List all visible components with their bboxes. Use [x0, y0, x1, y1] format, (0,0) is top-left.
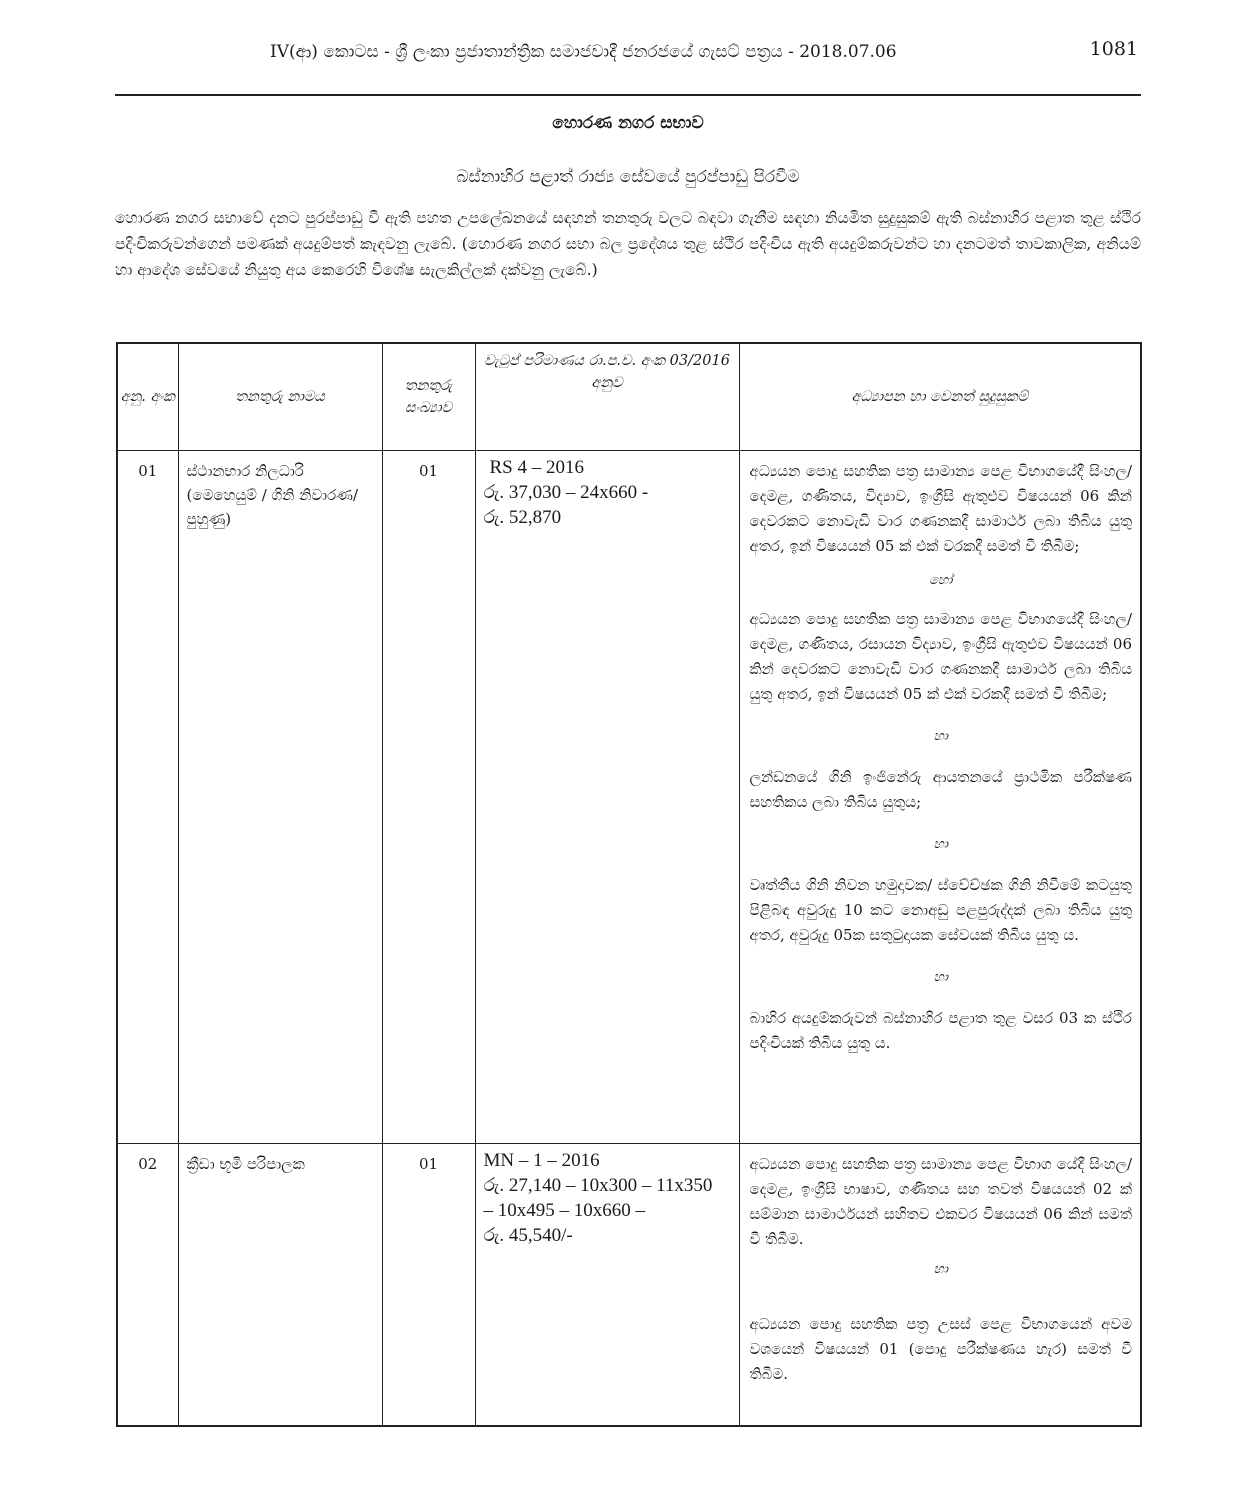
salary-scale	[475, 451, 739, 1144]
qualifications	[739, 451, 1141, 1144]
table-row	[117, 451, 1141, 1144]
header-qualifications: අධ්‍යාපන හා වෙනත් සුදුසුකම්	[739, 343, 1141, 451]
qualification-text: වෘත්තීය ගිනි නිවන හමුදාවක/ ස්වේච්ඡක ගිනි නිවීමේ කටයුතු පිළිබඳ අවුරුදු 10 කට නොඅඩු පළපුරුද්දක් ලබා තිබිය යුතු අතර, අවුරුදු 05ක සතුටුදායක සේවයක් තිබිය යුතු ය.	[749, 876, 1132, 944]
post-name: ක්‍රීඩා භූමි පරිපාලක	[178, 1144, 382, 1426]
qualification-text: බාහිර අයදුම්කරුවන් බස්නාහිර පළාත තුළ වසර 03 ක ස්ථිර පදිංචියක් තිබිය යුතු ය.	[749, 1009, 1132, 1052]
qualifications	[739, 1144, 1141, 1426]
header-salary-scale: වැටුප් පරිමාණය රා.ප.ච. අංක 03/2016 අනුව	[475, 343, 739, 451]
salary-scale	[475, 1144, 739, 1426]
gazette-title: IV(ආ) කොටස - ශ්‍රී ලංකා ප්‍රජාතාන්ත්‍රික සමාජවාදී ජනරජයේ ගැසට් පත්‍රය - 2018.07.06	[270, 42, 897, 62]
header-serial-no: අනු. අංක	[117, 343, 178, 451]
qualification-text: අධ්‍යයන පොදු සහතික පත්‍ර සාමාන්‍ය පෙළ විභාගයේදී සිංහල/ දෙමළ, ගණිතය, රසායන විද්‍යාව, ඉංග්‍රීසි ඇතුළුව විෂයයන් 06 කින් දෙවරකට නොවැඩි වාර ගණනකදී සාමාර්ථ ලබා තිබිය යුතු අතර, ඉන් විෂයයන් 05 ක් එක් වරකදී සමත් වී තිබීම;	[749, 610, 1132, 703]
salary-scale-line: රු. 37,030 – 24x660 -	[483, 482, 649, 503]
qualification-text: ලන්ඩනයේ ගිනි ඉංජිනේරු ආයතනයේ ප්‍රාථමික පරීක්ෂණ සහතිකය ලබා තිබිය යුතුය;	[749, 768, 1132, 811]
gazette-header	[115, 38, 1141, 78]
vacancy-table	[116, 342, 1142, 1427]
serial-no: 02	[117, 1144, 178, 1426]
header-divider	[115, 94, 1141, 96]
qualification-text: අධ්‍යයන පොදු සහතික පත්‍ර සාමාන්‍ය පෙළ විභාග යේදී සිංහල/ දෙමළ, ඉංග්‍රීසි භාෂාව, ගණිතය සහ තවත් විෂයයන් 02 ක් සම්මාන සාමාර්ථයන් සහිතව එකවර විෂයයන් 06 කින් සමත් වී තිබීම.	[749, 1155, 1132, 1248]
salary-scale-code: RS 4 – 2016	[489, 457, 584, 478]
qualification-separator: හා	[933, 729, 948, 744]
header-post-count: තනතුරු සංඛ්‍යාව	[382, 343, 475, 451]
post-count: 01	[382, 451, 475, 1144]
qualification-separator: හා	[933, 1262, 948, 1277]
qualification-separator: හා	[933, 837, 948, 852]
salary-scale-code: MN – 1 – 2016	[483, 1150, 600, 1171]
salary-scale-line: රු. 45,540/-	[483, 1225, 573, 1246]
intro-paragraph: හොරණ නගර සභාවේ දනට පුරප්පාඩු වී ඇති පහත උපලේඛනයේ සඳහන් තනතුරු වලට බඳවා ගැනීම සඳහා නියමිත සුදුසුකම් ඇති බස්නාහිර පළාත තුළ ස්ථිර පදිංචිකරුවන්ගෙන් පමණක් අයදුම්පත් කැඳවනු ලැබේ. (හොරණ නගර සභා බල ප්‍රදේශය තුළ ස්ථිර පදිංචිය ඇති අයදුම්කරුවන්ට හා දනටමත් තාවකාලික, අනියම් හා ආදේශ සේවයේ නියුතු අය කෙරෙහි විශේෂ සැලකිල්ලක් දක්වනු ලැබේ.)	[115, 209, 1141, 279]
post-name: ස්ථානභාර නිලධාරි (මෙහෙයුම් / ගිනි නිවාරණ/ පුහුණු)	[178, 451, 382, 1144]
salary-scale-line: රු. 52,870	[483, 507, 562, 528]
post-count: 01	[382, 1144, 475, 1426]
table-header-row	[117, 343, 1141, 451]
qualification-text: අධ්‍යයන පොදු සහතික පත්‍ර උසස් පෙළ විභාගයෙන් අවම වශයෙන් විෂයයන් 01 (පොදු පරීක්ෂණය හැර) සමත් වී තිබීම.	[749, 1315, 1132, 1383]
page-number: 1081	[1089, 38, 1138, 60]
table-row	[117, 1144, 1141, 1426]
notice-title: බස්නාහිර පළාත් රාජ්‍ය සේවයේ පුරප්පාඩු පිරවීම	[456, 167, 800, 187]
qualification-text: අධ්‍යයන පොදු සහතික පත්‍ර සාමාන්‍ය පෙළ විභාගයේදී සිංහල/ දෙමළ, ගණිතය, විද්‍යාව, ඉංග්‍රීසි ඇතුළුව විෂයයන් 06 කින් දෙවරකට නොවැඩි වාර ගණනකදී සාමාර්ථ ලබා තිබිය යුතු අතර, ඉන් විෂයයන් 05 ක් එක් වරකදී සමත් වී තිබීම;	[749, 462, 1132, 555]
council-name: හොරණ නගර සභාව	[552, 113, 704, 133]
header-post-name: තනතුරු නාමය	[178, 343, 382, 451]
qualification-separator: හෝ	[929, 573, 953, 588]
qualification-separator: හා	[933, 970, 948, 985]
salary-scale-line: – 10x495 – 10x660 –	[483, 1200, 645, 1221]
salary-scale-line: රු. 27,140 – 10x300 – 11x350	[483, 1175, 713, 1196]
serial-no: 01	[117, 451, 178, 1144]
